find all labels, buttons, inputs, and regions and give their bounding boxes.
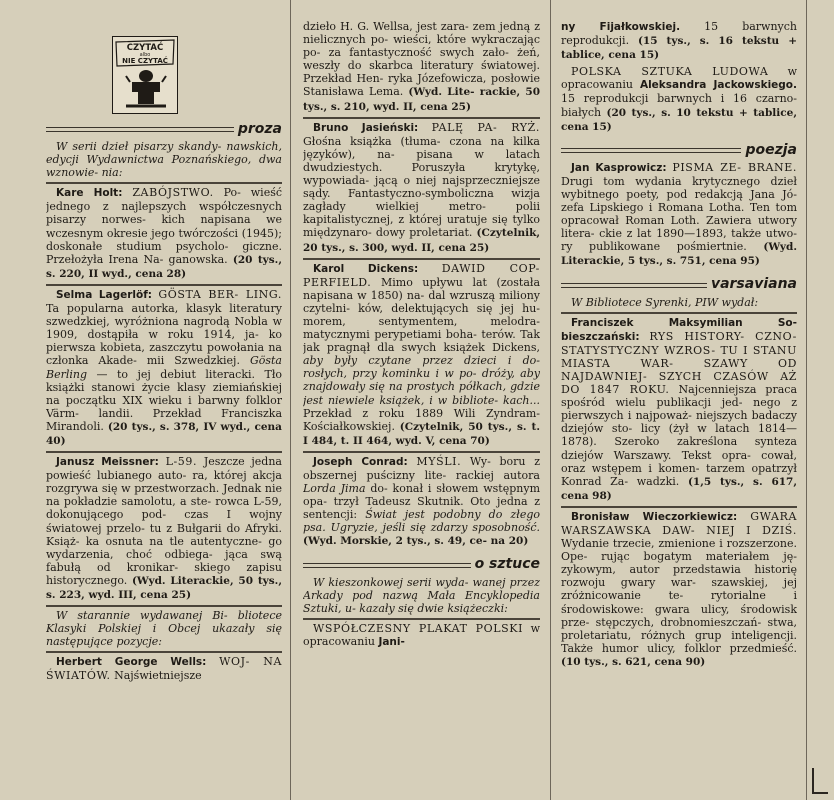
publication-info: (Wyd. Morskie, 2 tys., s. 49, ce- na 20) (303, 535, 529, 548)
description: do- konał i słowem wstępnym opa- trzył Tadeusz Skutnik. Oto jedna z sentencji: (303, 482, 540, 522)
publication-info: (15 tys., s. 16 tekstu + tablice, cena 15) (561, 35, 797, 62)
intro-text: W kieszonkowej serii wyda- wanej przez Arkady pod nazwą Mała Encyklopedia Sztuki, u- kazały się dwie książeczki: (303, 575, 540, 615)
book-entry (303, 117, 540, 255)
description: Najcenniejsza praca spośród wielu publikacji jed- nego z pierwszych i najpoważ- niejszych badaczy dziejów sto- licy (żył w latach 1814—1878). Szeroko zakreślona synteza dziejów Warszawy. Tekst opra- cował, oraz wstępem i komen- tarzem opatrzył Konrad Za- wadzki. (561, 383, 797, 488)
author: Selma Lagerlöf: (56, 288, 152, 301)
author: Bronisław Wieczorkiewicz: (571, 510, 738, 523)
rubric-proza (46, 116, 282, 137)
column-1 (46, 0, 282, 800)
logo-line-2: albo (139, 52, 151, 58)
book-entry (561, 506, 797, 669)
book-title: DAWID COP- PERFIELD. (303, 261, 540, 289)
series-intro (46, 605, 282, 648)
description: 15 barwnych reprodukcji. (561, 20, 797, 48)
book-title: L-59. (165, 455, 198, 469)
description: Drugi tom wydania krytycznego dzieł wybitnego poety, pod redakcją Jana Jó- zefa Lipskiego i Romana Lotha. Ten tom opracował Roman Loth. Zawiera utwory litera- ckie z lat 1890—1893, także utwo- ry publikowane pośmiertnie. (561, 174, 797, 254)
description: — to jej debiut literacki. Tło książki stanowi życie klasy ziemiańskiej na początku XIX wieku i barwny folklor Värm- landii. Przekład Franciszka Mirandoli. (46, 367, 282, 433)
column-divider (550, 0, 551, 800)
publication-info: (Wyd. Literackie, 50 tys., s. 223, wyd. III, cena 25) (46, 574, 282, 601)
author: Herbert George Wells: (56, 656, 207, 669)
continued-text (303, 20, 540, 114)
description: Wy- boru z obszernej puścizny lite- rackiej autora (303, 454, 540, 482)
publication-info: (20 tys., s. 378, IV wyd., cena 40) (46, 420, 282, 447)
book-entry (46, 182, 282, 281)
author: Joseph Conrad: (313, 455, 408, 468)
corner-mark (812, 768, 828, 794)
rubric-label: o sztuce (471, 558, 540, 571)
book-entry (46, 651, 282, 682)
rubric-o-sztuce (303, 552, 540, 573)
description: Mimo upływu lat (została napisana w 1850) na- dal wzruszą miliony czytelni- ków, delektujących się jej hu- morem, sentymentem, melodra- matycznymi perypetiami boha- terów. Tak jak pragnął dla swych książek Dickens, (303, 275, 540, 355)
description: dzieło H. G. Wellsa, jest zara- zem jedną z nielicznych po- wieści, które wykraczając po- za fantastyczność swych zało- żeń, weszły do skarbca literatury światowej. Przekład Hen- ryka Józefowicza, posłowie Stanisława Lema. (303, 20, 540, 99)
rubric-label: poezja (741, 144, 797, 157)
book-title: WOJ- NA ŚWIATÓW. (46, 655, 282, 683)
rubric-varsaviana (561, 272, 797, 293)
italic-quote: Świat jest podobny do złego psa. Ugryzie, jeśli się zdarzy sposobność. (303, 508, 540, 535)
author: Franciszek Maksymilian So- bieszczański: (561, 316, 797, 343)
czytac-logo (112, 36, 178, 114)
author: Bruno Jasieński: (313, 121, 419, 134)
description: Jeszcze jedna powieść lubianego auto- ra, której akcja rozgrywa się w przestworzach. Jednak nie na pokładzie samolotu, a ste- rowca L-59, dokonującego pod- czas I wojny światowej przelo- tu z Bułgarii do Afryki. Książ- ka osnuta na tle autentyczne- go wydarzenia, choć odbiega- jąca swą fabułą od kronikar- skiego zapisu historycznego. (46, 455, 282, 587)
italic-title: Lorda Jima (303, 482, 366, 496)
logo-line-3: NIE CZYTAĆ (122, 57, 168, 65)
description: 15 reprodukcji barwnych i 16 czarno-białych (561, 92, 797, 119)
book-title: RYS HISTORY- CZNO-STATYSTYCZNY WZROS- TU I STANU MIASTA WAR- SZAWY OD NAJDAWNIEJ- SZYCH CZASÓW AŻ DO 1847 ROKU. (561, 329, 797, 397)
description: Przekład z roku 1889 Wili Zyndram-Kościałkowskiej. (303, 406, 540, 433)
description: Ta popularna autorka, klasyk literatury szwedzkiej, wyróżniona nagrodą Nobla w 1909, dostąpiła w roku 1914, ja- ko pierwsza kobieta, zaszczytu powołania na członka Akade- mii Szwedzkiej. (46, 302, 282, 368)
author: ny Fijałkowskiej. (561, 21, 681, 33)
description: w opracowaniu (303, 621, 540, 648)
author: Jan Kasprowicz: (571, 161, 667, 174)
description: Głośna książka (tłuma- czona na kilka języków), na- pisana w latach dwudziestych. Poruszyła krytykę, wypowiada- jącą o niej najsprzeczniejsze sądy. Fantastyczno-symboliczna wizja zagłady wielkiej metro- polii kapitalistycznej, z której uratuje się tylko międzynaro- dowy proletariat. (303, 134, 540, 240)
publication-info: (Czytelnik, 50 tys., s. t. I 484, t. II 464, wyd. V, cena 70) (303, 420, 540, 447)
book-entry (303, 451, 540, 549)
rubric-poezja (561, 137, 797, 158)
publication-info: (Wyd. Lite- rackie, 50 tys., s. 210, wyd. II, cena 25) (303, 86, 540, 113)
book-entry (303, 258, 540, 448)
author: Kare Holt: (56, 187, 123, 200)
book-entry (303, 618, 540, 649)
book-title: ZABÓJSTWO. (132, 186, 214, 200)
description: Po- wieść jednego z najlepszych współczesnych pisarzy norwes- kich napisana we wczesnym okresie jego twórczości (1945); doskonałe studium psycholo- giczne. Przełożyła Irena Na- ganowska. (46, 186, 282, 266)
logo-line-1: CZYTAĆ (126, 43, 164, 53)
book-title: MYŚLI. (416, 454, 462, 468)
column-3 (561, 0, 797, 800)
rubric-label: varsaviana (707, 278, 797, 291)
book-entry (46, 284, 282, 448)
book-entry (561, 312, 797, 503)
author: Janusz Meissner: (56, 456, 159, 469)
book-entry (561, 65, 797, 133)
column-divider (806, 0, 807, 800)
publication-info: (10 tys., s. 621, cena 90) (561, 655, 706, 668)
publication-info: (20 tys., s. 10 tekstu + tablice, cena 15) (561, 106, 797, 133)
intro-text: W starannie wydawanej Bi- bliotece Klasyki Polskiej i Obcej ukazały się następujące pozycje: (46, 609, 282, 649)
publication-info: (Wyd. Literackie, 5 tys., s. 751, cena 95) (561, 241, 797, 268)
rubric-label: proza (234, 123, 282, 136)
book-title: POLSKA SZTUKA LUDOWA (571, 65, 769, 79)
book-entry (46, 451, 282, 602)
publication-info: (20 tys., s. 220, II wyd., cena 28) (46, 253, 282, 280)
column-divider (290, 0, 291, 800)
description: Wydanie trzecie, zmienione i rozszerzone. Ope- rując bogatym materiałem ję- zykowym, autor przedstawia historię rozwoju gwary war- szawskiej, jej zróżnicowanie te- rytorialne i środowiskowe: gwara ulicy, środowisk prze- stępczych, drobnomieszczań- stwa, proletariatu, różnych grup inteligencji. Także humor ulicy, folklor przedmieść. (561, 537, 797, 655)
book-entry (561, 161, 797, 269)
continued-text (561, 20, 797, 62)
italic-quote: aby były czytane przez dzieci i do- rosłych, przy kominku i w po- dróży, aby znajdowały się na prostych półkach, gdzie jest niewiele książek, i w bibliote- kach... (303, 354, 540, 407)
publication-info: (Czytelnik, 20 tys., s. 300, wyd. II, cena 25) (303, 227, 540, 254)
description: Najświetniejsze (114, 669, 202, 683)
intro-text: W serii dzieł pisarzy skandy- nawskich, edycji Wydawnictwa Poznańskiego, dwa wznowie- nia: (46, 140, 282, 180)
intro-text: W Bibliotece Syrenki, PIW wydał: (571, 295, 759, 309)
book-title: WSPÓŁCZESNY PLAKAT POLSKI (313, 621, 524, 635)
book-title: GWARA WARSZAWSKA DAW- NIEJ I DZIŚ. (561, 509, 797, 537)
book-title: GÖSTA BER- LING. (158, 287, 282, 301)
book-reader-icon (112, 36, 178, 114)
publication-info: (1,5 tys., s. 617, cena 98) (561, 475, 797, 502)
column-2 (303, 0, 540, 800)
author: Jani- (378, 635, 405, 648)
description: w opracowaniu (561, 65, 797, 92)
book-title: PALĘ PA- RYŻ. (431, 120, 540, 134)
author: Aleksandra Jackowskiego. (639, 79, 797, 92)
author: Karol Dickens: (313, 262, 419, 275)
book-title: PISMA ZE- BRANE. (672, 160, 797, 174)
italic-title: Gösta Berling (46, 354, 282, 381)
